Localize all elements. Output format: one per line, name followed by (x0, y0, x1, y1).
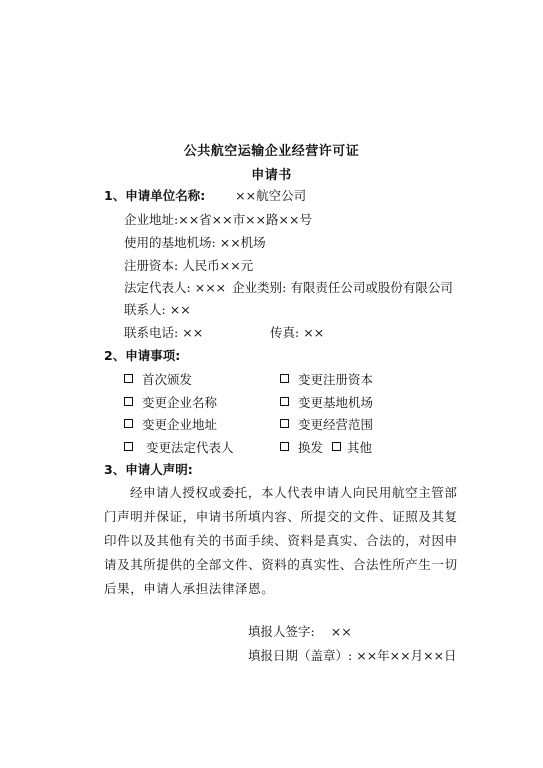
representative-value: ××× (194, 280, 227, 295)
option-label: 变更企业地址 (142, 417, 218, 432)
phone-label: 联系电话: (124, 325, 179, 340)
date-row (248, 646, 457, 664)
option-label: 变更企业名称 (142, 395, 218, 410)
section2-heading: 2、申请事项: (104, 348, 181, 363)
representative-row (124, 278, 453, 296)
document-title: 公共航空运输企业经营许可证 (183, 144, 360, 159)
option-change-scope[interactable] (280, 415, 373, 433)
signer-row (248, 622, 352, 640)
fax-value: ×× (303, 325, 325, 340)
option-first-issue[interactable] (124, 370, 192, 388)
airport-row (124, 233, 266, 251)
option-change-representative[interactable] (124, 438, 234, 456)
option-change-airport[interactable] (280, 393, 373, 411)
date-label: 填报日期（盖章）: (248, 648, 353, 663)
representative-label: 法定代表人: (124, 280, 191, 295)
checkbox-icon[interactable] (124, 419, 133, 428)
address-row (124, 210, 312, 228)
section3-heading: 3、申请人声明: (104, 462, 193, 477)
option-label: 变更法定代表人 (146, 440, 234, 455)
option-change-address[interactable] (124, 415, 217, 433)
phone-row (124, 323, 203, 341)
capital-value: 人民币××元 (182, 258, 254, 273)
fax-label: 传真: (270, 325, 300, 340)
airport-value: ××机场 (219, 235, 266, 250)
capital-label: 注册资本: (124, 258, 179, 273)
fax-row (270, 323, 324, 341)
option-other[interactable] (332, 438, 372, 456)
option-label: 首次颁发 (142, 372, 193, 387)
option-label: 换发 (298, 440, 324, 455)
checkbox-icon[interactable] (280, 374, 289, 383)
checkbox-icon[interactable] (280, 419, 289, 428)
phone-value: ×× (182, 325, 204, 340)
signer-value: ×× (330, 624, 352, 639)
option-label: 变更注册资本 (298, 372, 374, 387)
contact-row (124, 300, 191, 318)
option-label: 变更经营范围 (298, 417, 374, 432)
contact-value: ×× (169, 302, 191, 317)
company-type-label: 企业类别: (232, 280, 287, 295)
section1-row (104, 186, 306, 204)
checkbox-icon[interactable] (280, 442, 289, 451)
statement-line-3: 印件以及其他有关的书面手续、资料是真实、合法的，对因申 (104, 533, 458, 548)
address-value: ××省××市××路××号 (178, 212, 313, 227)
address-label: 企业地址: (124, 212, 179, 227)
checkbox-icon[interactable] (124, 442, 133, 451)
section1-heading: 1、申请单位名称: (104, 188, 206, 203)
checkbox-icon[interactable] (124, 397, 133, 406)
statement-line-4: 请及其所提供的全部文件、资料的真实性、合法性所产生一切 (104, 557, 458, 572)
company-name-value: ××航空公司 (235, 188, 307, 203)
statement-line-1: 经申请人授权或委托，本人代表申请人向民用航空主管部 (130, 485, 458, 500)
option-renewal[interactable] (280, 438, 323, 456)
option-label: 其他 (347, 440, 373, 455)
date-value: ××年××月××日 (356, 648, 457, 663)
checkbox-icon[interactable] (332, 442, 341, 451)
checkbox-icon[interactable] (280, 397, 289, 406)
checkbox-icon[interactable] (124, 374, 133, 383)
contact-label: 联系人: (124, 302, 166, 317)
signer-label: 填报人签字: (248, 624, 315, 639)
statement-line-5: 后果，申请人承担法律泽恩。 (104, 581, 275, 596)
capital-row (124, 256, 253, 274)
airport-label: 使用的基地机场: (124, 235, 216, 250)
document-subtitle: 申请书 (251, 168, 292, 183)
option-change-name[interactable] (124, 393, 217, 411)
option-label: 变更基地机场 (298, 395, 374, 410)
company-type-value: 有限责任公司或股份有限公司 (290, 280, 453, 295)
statement-line-2: 门声明并保证，申请书所填内容、所提交的文件、证照及其复 (104, 509, 458, 524)
option-change-capital[interactable] (280, 370, 373, 388)
